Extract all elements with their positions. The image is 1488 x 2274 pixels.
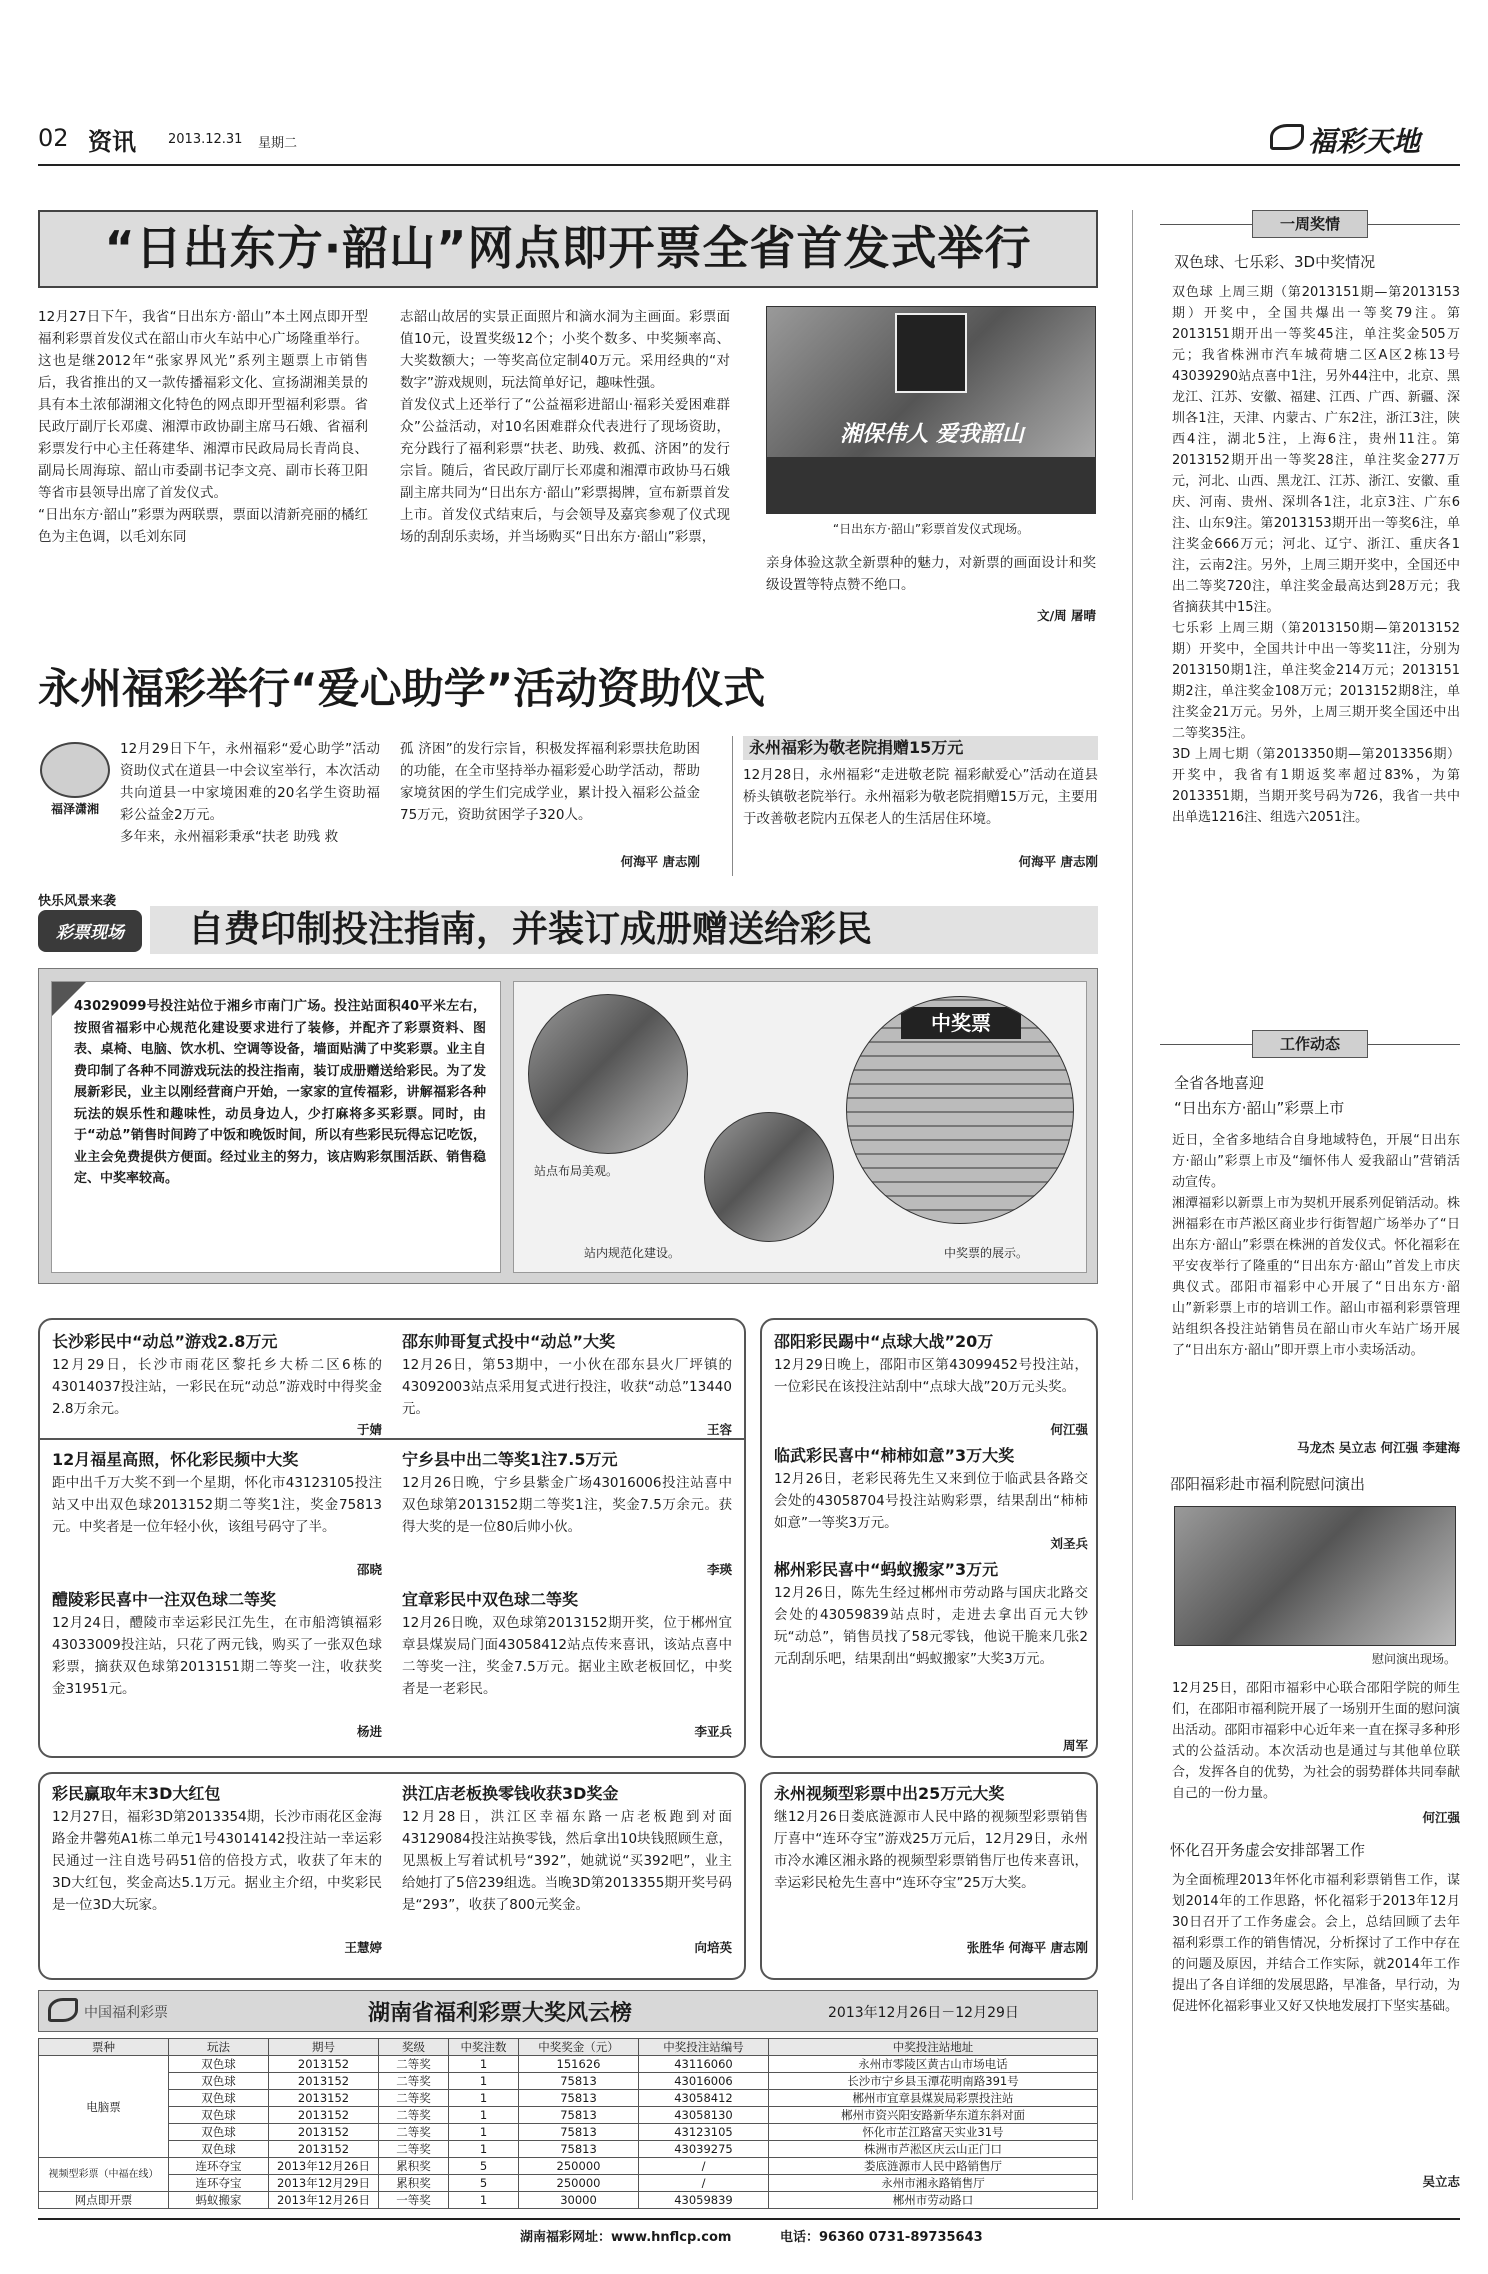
- cell-game: 双色球: [169, 2056, 269, 2073]
- crowd-shape: [767, 457, 1096, 514]
- table-row: [39, 2158, 1098, 2175]
- cell-game: 连环夺宝: [169, 2158, 269, 2175]
- news-body: 12月26日，陈先生经过郴州市劳动路与国庆北路交会处的43059839站点时，走进去拿出百元大钞玩“动总”，销售员找了58元零钱，他说干脆来几张2元刮刮乐吧，结果刮出“蚂蚁搬家”大奖3万元。: [774, 1585, 1088, 1667]
- cell-address: 永州市零陵区黄古山市场电话: [769, 2056, 1098, 2073]
- news-author: 邵晓: [356, 1562, 382, 1577]
- cwl-logo-text: 中国福利彩票: [84, 2005, 168, 2021]
- cell-amount: 30000: [519, 2192, 639, 2209]
- banner-text: 湘保伟人 爱我韶山: [840, 422, 1024, 447]
- tag-weekly-prizes: 一周奖情: [1252, 210, 1368, 238]
- cell-amount: 75813: [519, 2124, 639, 2141]
- cell-count: 1: [449, 2124, 519, 2141]
- work-title: “日出东方·韶山”彩票上市: [1174, 1099, 1345, 1117]
- article-author: 何海平 唐志刚: [620, 854, 700, 869]
- cell-station: /: [639, 2175, 769, 2192]
- news-author: 向培英: [694, 1940, 732, 1955]
- col-station: 中奖投注站编号: [639, 2039, 769, 2056]
- sidebox-text: 12月28日，永州福彩“走进敬老院 福彩献爱心”活动在道县桥头镇敬老院举行。永州福彩为敬老院捐赠15万元，主要用于改善敬老院内五保老人的生活居住环境。: [743, 767, 1098, 827]
- cell-station: 43116060: [639, 2056, 769, 2073]
- huaihua-author: 吴立志: [1422, 2174, 1460, 2189]
- cell-amount: 75813: [519, 2141, 639, 2158]
- tickets-sign: 中奖票: [901, 1007, 1021, 1039]
- cell-station: 43058412: [639, 2090, 769, 2107]
- sidebox-donation: [732, 736, 1098, 876]
- news-title: 洪江店老板换零钱收获3D奖金: [402, 1784, 619, 1803]
- article-text-col1: 12月29日下午，永州福彩“爱心助学”活动资助仪式在道县一中会议室举行，本次活动共向道县一中家境困难的20名学生资助福彩公益金2万元。 多年来，永州福彩秉承“扶老 助残 救: [120, 741, 380, 845]
- news-item-9: [774, 1330, 1088, 1438]
- cell-amount: 151626: [519, 2056, 639, 2073]
- cell-count: 5: [449, 2158, 519, 2175]
- table-wrap: [38, 2038, 1098, 2209]
- cell-station: 43123105: [639, 2124, 769, 2141]
- cell-issue: 2013年12月29日: [269, 2175, 379, 2192]
- footer-phone: 电话：96360 0731-89735643: [780, 2230, 983, 2245]
- col-game: 玩法: [169, 2039, 269, 2056]
- headline: 永州福彩举行“爱心助学”活动资助仪式: [38, 664, 766, 713]
- article-author: 文/周 屠晴: [1037, 608, 1096, 623]
- news-title: 彩民赢取年末3D大红包: [52, 1784, 221, 1803]
- cell-grade: 二等奖: [379, 2056, 449, 2073]
- cell-address: 长沙市宁乡县玉潭花明南路391号: [769, 2073, 1098, 2090]
- page-header: [38, 122, 1458, 160]
- news-author: 李亚兵: [694, 1724, 732, 1739]
- news-body: 12月26日，老彩民蒋先生又来到位于临武县各路交会处的43058704号投注站购彩票，结果刮出“柿柿如意”一等奖3万元。: [774, 1471, 1088, 1531]
- cell-count: 1: [449, 2056, 519, 2073]
- text-card: [51, 981, 501, 1273]
- table-row: [39, 2192, 1098, 2209]
- performance-photo: [1174, 1506, 1456, 1646]
- cell-amount: 75813: [519, 2090, 639, 2107]
- cell-type: 视频型彩票（中福在线）: [39, 2158, 169, 2192]
- news-box-left: [38, 1318, 746, 1758]
- news-author: 何江强: [1050, 1422, 1088, 1437]
- cell-game: 双色球: [169, 2090, 269, 2107]
- cell-game: 双色球: [169, 2141, 269, 2158]
- weekly-prizes-text: 双色球 上周三期（第2013151期—第2013153期）开奖中，全国共爆出一等奖79注。第2013151期开出一等奖45注，单注奖金505万元；我省株洲市汽车城荷塘二区A区2栋13号43039290站点喜中1注，另外44注中，北京、黑龙江、江苏、安徽、福建、江西、广西、新疆、深圳各1注，天津、内蒙古、广东2注，浙江3注，陕西4注，湖北5注，上海6注，贵州11注。第2013152期开出一等奖28注，单注奖金277万元，河北、山西、黑龙江、江苏、浙江、安徽、重庆、河南、贵州、深圳各1注，北京3注、广东6注、山东9注。第2013153期开出一等奖6注，单注奖金666万元；河北、辽宁、浙江、重庆各1注，云南2注。另外，上周三期开奖中，全国还中出二等奖720注，单注奖金最高达到28万元；我省摘获其中15注。 七乐彩 上周三期（第2013150期—第2013152期）开奖中，全国共计中出一等奖11注，分别为2013150期1注，单注奖金214万元；2013151期2注，单注奖金108万元；2013152期8注，单注奖金21万元。另外，上周三期开奖全国还中出二等奖35注。 3D 上周七期（第2013350期—第2013356期）开奖中，我省有1期返奖率超过83%，为第2013351期，当期开奖号码为726，我省一共中出单选1216注、组选六2051注。: [1172, 285, 1460, 825]
- station-standard-photo: [704, 1112, 834, 1242]
- cell-issue: 2013152: [269, 2141, 379, 2158]
- cell-count: 1: [449, 2107, 519, 2124]
- news-title: 宁乡县中出二等奖1注7.5万元: [402, 1450, 618, 1469]
- cell-amount: 75813: [519, 2107, 639, 2124]
- table-title: 湖南省福利彩票大奖风云榜: [368, 2001, 633, 2026]
- news-box-bottom-left: [38, 1772, 746, 1980]
- feature-text: 43029099号投注站位于湘乡市南门广场。投注站面积40平米左右，按照省福彩中心规范化建设要求进行了装修，并配齐了彩票资料、图表、桌椅、电脑、饮水机、空调等设备，墙面贴满了中奖彩票。业主自费印制了各种不同游戏玩法的投注指南，装订成册赠送给彩民。为了发展新彩民，业主以刚经营商户开始，一家家的宣传福彩，讲解福彩各种玩法的娱乐性和趣味性，动员身边人，少打麻将多买彩票。同时，由于“动总”销售时间跨了中饭和晚饭时间，所以有些彩民玩得忘记吃饭，业主会免费提供方便面。经过业主的努力，该店购彩氛围活跃、销售稳定、中奖率较高。: [74, 999, 486, 1186]
- table-row: [39, 2175, 1098, 2192]
- table-date-range: 2013年12月26日－12月29日: [828, 2005, 1019, 2021]
- news-author: 周军: [1062, 1738, 1088, 1753]
- caption-standard: 站内规范化建设。: [584, 1246, 681, 1260]
- prize-ranking: [38, 1990, 1098, 2210]
- news-box-right: [760, 1318, 1098, 1758]
- news-item-12: [774, 1782, 1088, 1956]
- col-issue: 期号: [269, 2039, 379, 2056]
- news-title: 邵东帅哥复式投中“动总”大奖: [402, 1332, 616, 1351]
- news-item-11: [774, 1558, 1088, 1754]
- kicker: 快乐风景来袭: [38, 894, 117, 909]
- news-title: 宜章彩民中双色球二等奖: [402, 1590, 579, 1609]
- work-kicker: 全省各地喜迎: [1174, 1074, 1265, 1092]
- shaoyang-title: 邵阳福彩赴市福利院慰问演出: [1170, 1475, 1366, 1493]
- cell-type: 电脑票: [39, 2056, 169, 2158]
- huaihua-text: 为全面梳理2013年怀化市福利彩票销售工作，谋划2014年的工作思路，怀化福彩于2013年12月30日召开了工作务虚会。会上，总结回顾了去年福利彩票工作的销售情况，分析探讨了工作中存在的问题及原因，并结合工作实际，就2014年工作提出了各自详细的发展思路，早准备，早行动，为促进怀化福彩事业又好又快地发展打下坚实基础。: [1172, 1873, 1460, 2014]
- cell-address: 株洲市芦淞区庆云山正门口: [769, 2141, 1098, 2158]
- issue-date: 2013.12.31: [168, 132, 243, 147]
- news-divider: [40, 1438, 746, 1440]
- cell-issue: 2013年12月26日: [269, 2192, 379, 2209]
- news-author: 王容: [706, 1422, 732, 1437]
- article-text-col2: 孤 济困”的发行宗旨，积极发挥福利彩票扶危助困的功能，在全市坚持举办福彩爱心助学活动，帮助家境贫困的学生们完成学业，累计投入福彩公益金75万元，资助贫困学子320人。: [400, 741, 700, 823]
- prize-table-body: [39, 2056, 1098, 2209]
- news-body: 12月26日晚，双色球第2013152期开奖，位于郴州宜章县煤炭局门面43058412站点传来喜讯，该站点喜中二等奖一注，奖金7.5万元。据业主欧老板回忆，中奖者是一老彩民。: [402, 1615, 732, 1697]
- news-body: 12月29日晚上，邵阳市区第43099452号投注站，一位彩民在该投注站刮中“点球大战”20万元头奖。: [774, 1357, 1088, 1395]
- col-type: 票种: [39, 2039, 169, 2056]
- weekly-prizes-title: 双色球、七乐彩、3D中奖情况: [1174, 253, 1376, 271]
- article-yongzhou: [38, 660, 1098, 890]
- news-title: 醴陵彩民喜中一注双色球二等奖: [52, 1590, 277, 1609]
- cell-issue: 2013152: [269, 2073, 379, 2090]
- news-title: 郴州彩民喜中“蚂蚁搬家”3万元: [774, 1560, 999, 1579]
- winning-tickets-photo: [846, 996, 1074, 1224]
- footer-site: 湖南福彩网址：www.hnflcp.com: [520, 2230, 732, 2245]
- table-row: [39, 2090, 1098, 2107]
- cell-address: 郴州市资兴阳安路新华东道东斜对面: [769, 2107, 1098, 2124]
- news-body: 距中出千万大奖不到一个星期，怀化市43123105投注站又中出双色球2013152期二等奖1注，奖金75813元。中奖者是一位年轻小伙，该组号码守了半。: [52, 1475, 382, 1535]
- news-title: 永州视频型彩票中出25万元大奖: [774, 1784, 1005, 1803]
- huaihua-title: 怀化召开务虚会安排部署工作: [1170, 1841, 1366, 1859]
- news-body: 12月26日晚，宁乡县紫金广场43016006投注站喜中双色球第2013152期二等奖1注，奖金7.5万余元。获得大奖的是一位80后帅小伙。: [402, 1475, 732, 1535]
- fuze-logo-text: 福泽潇湘: [50, 802, 99, 816]
- fuze-logo-icon: [40, 742, 110, 798]
- work-author: 马龙杰 吴立志 何江强 李建海: [1296, 1440, 1460, 1455]
- table-row: [39, 2056, 1098, 2073]
- article-betting-guide: [38, 890, 1098, 1292]
- ceremony-photo: [766, 306, 1096, 514]
- headline: 自费印制投注指南，并装订成册赠送给彩民: [188, 909, 873, 950]
- cell-grade: 二等奖: [379, 2090, 449, 2107]
- table-row: [39, 2124, 1098, 2141]
- cell-grade: 二等奖: [379, 2107, 449, 2124]
- cell-grade: 二等奖: [379, 2141, 449, 2158]
- cell-address: 永州市湘永路销售厅: [769, 2175, 1098, 2192]
- feature-panel: [38, 968, 1098, 1284]
- issue-weekday: 星期二: [258, 136, 298, 151]
- news-author: 李瑛: [706, 1562, 732, 1577]
- news-item-7: [52, 1782, 382, 1956]
- cell-grade: 累积奖: [379, 2158, 449, 2175]
- performance-caption: 慰问演出现场。: [1371, 1652, 1456, 1666]
- sidebox-title: 永州福彩为敬老院捐赠15万元: [743, 736, 1098, 760]
- news-body: 12月26日，第53期中，一小伙在邵东县火厂坪镇的43092003站点采用复式进行投注，收获“动总”13440元。: [402, 1357, 732, 1417]
- cell-amount: 250000: [519, 2175, 639, 2192]
- shaoyang-author: 何江强: [1422, 1810, 1460, 1825]
- news-item-1: [52, 1330, 382, 1438]
- article-text-col1: 12月27日下午，我省“日出东方·韶山”本土网点即开型福利彩票首发仪式在韶山市火车站中心广场隆重举行。这也是继2012年“张家界风光”系列主题票上市销售后，我省推出的又一款传播福彩文化、宣扬湖湘美景的具有本土浓郁湖湘文化特色的网点即开型福利彩票。省民政厅副厅长邓虞、湘潭市政协副主席马石娥、省福利彩票发行中心主任蒋建华、湘潭市民政局局长青尚良、副局长周海琼、韶山市委副书记李文亮、副市长蒋卫阳等省市县领导出席了首发仪式。 “日出东方·韶山”彩票为两联票，票面以清新亮丽的橘红色为主色调，以毛刘东同: [38, 309, 368, 545]
- news-body: 继12月26日娄底涟源市人民中路的视频型彩票销售厅喜中“连环夺宝”游戏25万元后，12月29日，永州市冷水滩区湘永路的视频型彩票销售厅也传来喜讯，幸运彩民枪先生喜中“连环夺宝”25万大奖。: [774, 1809, 1088, 1891]
- news-title: 长沙彩民中“动总”游戏2.8万元: [52, 1332, 278, 1351]
- news-author: 刘圣兵: [1050, 1536, 1088, 1551]
- cell-game: 双色球: [169, 2107, 269, 2124]
- photo-caption: “日出东方·韶山”彩票首发仪式现场。: [832, 522, 1030, 536]
- cell-count: 1: [449, 2192, 519, 2209]
- cell-issue: 2013年12月26日: [269, 2158, 379, 2175]
- news-body: 12月29日，长沙市雨花区黎托乡大桥二区6栋的43014037投注站，一彩民在玩“动总”游戏时中得奖金2.8万余元。: [52, 1357, 382, 1417]
- cell-station: 43059839: [639, 2192, 769, 2209]
- brand-logo-icon: [1270, 124, 1304, 150]
- news-item-3: [52, 1448, 382, 1578]
- cell-count: 5: [449, 2175, 519, 2192]
- section-name: 资讯: [88, 128, 136, 156]
- caption-layout: 站点布局美观。: [534, 1164, 619, 1178]
- news-title: 12月福星高照，怀化彩民频中大奖: [52, 1450, 299, 1469]
- col-amount: 中奖奖金（元）: [519, 2039, 639, 2056]
- news-item-5: [52, 1588, 382, 1740]
- news-author: 于婧: [356, 1422, 382, 1437]
- headline: “日出东方·韶山”网点即开票全省首发式举行: [104, 221, 1032, 275]
- col-grade: 奖级: [379, 2039, 449, 2056]
- article-text-col3: 亲身体验这款全新票种的魅力，对新票的画面设计和奖级设置等特点赞不绝口。: [766, 555, 1096, 593]
- shaoyang-text: 12月25日，邵阳市福彩中心联合邵阳学院的师生们，在邵阳市福利院开展了一场别开生面的慰问演出活动。邵阳市福彩中心近年来一直在探寻多种形式的公益活动。本次活动也是通过与其他单位联合，发挥各自的优势，为社会的弱势群体共同奉献自己的一份力量。: [1172, 1681, 1460, 1801]
- cell-amount: 250000: [519, 2158, 639, 2175]
- badge-text: 彩票现场: [56, 923, 124, 943]
- cell-grade: 累积奖: [379, 2175, 449, 2192]
- table-row: [39, 2107, 1098, 2124]
- cell-type: 网点即开票: [39, 2192, 169, 2209]
- article-shaoshan: [38, 210, 1098, 640]
- cell-grade: 二等奖: [379, 2124, 449, 2141]
- cell-game: 双色球: [169, 2124, 269, 2141]
- cell-station: 43016006: [639, 2073, 769, 2090]
- tag-work-updates: 工作动态: [1252, 1030, 1368, 1058]
- cell-grade: 二等奖: [379, 2073, 449, 2090]
- cell-issue: 2013152: [269, 2107, 379, 2124]
- cell-issue: 2013152: [269, 2090, 379, 2107]
- table-row: [39, 2073, 1098, 2090]
- news-item-10: [774, 1444, 1088, 1552]
- col-count: 中奖注数: [449, 2039, 519, 2056]
- col-address: 中奖投注站地址: [769, 2039, 1098, 2056]
- cell-station: 43039275: [639, 2141, 769, 2158]
- photo-panel: [513, 981, 1087, 1273]
- cell-issue: 2013152: [269, 2056, 379, 2073]
- news-item-4: [402, 1448, 732, 1578]
- cell-game: 双色球: [169, 2073, 269, 2090]
- brand-name: 福彩天地: [1308, 125, 1421, 158]
- news-title: 临武彩民喜中“柿柿如意”3万大奖: [774, 1446, 1015, 1465]
- header-rule: [38, 164, 1460, 166]
- sidebar: [1160, 210, 1460, 2200]
- news-body: 12月28日，洪江区幸福东路一店老板跑到对面43129084投注站换零钱，然后拿出10块钱照顾生意，见黑板上写着试机号“392”，她就说“买392吧”，业主给她打了5倍239组选。当晚3D第2013355期开奖号码是“293”，收获了800元奖金。: [402, 1809, 732, 1913]
- table-row: [39, 2141, 1098, 2158]
- news-author: 王慧婷: [344, 1940, 382, 1955]
- news-box-bottom-right: [760, 1772, 1098, 1980]
- article-text-col2: 志韶山故居的实景正面照片和滴水洞为主画面。彩票面值10元，设置奖级12个；小奖个数多、中奖频率高、大奖数额大；一等奖高位定制40万元。采用经典的“对数字”游戏规则，玩法简单好记，趣味性强。 首发仪式上还举行了“公益福彩进韶山·福彩关爱困难群众”公益活动，对10名困难群众代表进行了现场资助，充分践行了福利彩票“扶老、助残、救孤、济困”的发行宗旨。随后，省民政厅副厅长邓虞和湘潭市政协马石娥副主席共同为“日出东方·韶山”彩票揭牌，宣布新票首发上市。首发仪式结束后，与会领导及嘉宾参观了仪式现场的刮刮乐卖场，并当场购买“日出东方·韶山”彩票，: [400, 309, 730, 545]
- cell-address: 娄底涟源市人民中路销售厅: [769, 2158, 1098, 2175]
- cell-issue: 2013152: [269, 2124, 379, 2141]
- cell-game: 蚂蚁搬家: [169, 2192, 269, 2209]
- news-item-8: [402, 1782, 732, 1956]
- cell-game: 连环夺宝: [169, 2175, 269, 2192]
- cell-address: 怀化市芷江路富天实业31号: [769, 2124, 1098, 2141]
- prize-table: [38, 2038, 1098, 2209]
- cell-amount: 75813: [519, 2073, 639, 2090]
- cell-address: 郴州市劳动路口: [769, 2192, 1098, 2209]
- news-item-2: [402, 1330, 732, 1438]
- cwl-logo-icon: [48, 1998, 78, 2022]
- cell-count: 1: [449, 2090, 519, 2107]
- news-body: 12月27日，福彩3D第2013354期，长沙市雨花区金海路金井馨苑A1栋二单元1号43014142投注站一幸运彩民通过一注自选号码51倍的倍投方式，收获了年末的3D大红包，奖金高达5.1万元。据业主介绍，中奖彩民是一位3D大玩家。: [52, 1809, 382, 1913]
- portrait-frame: [895, 313, 967, 393]
- news-item-6: [402, 1588, 732, 1740]
- page-number: 02: [38, 124, 69, 152]
- cell-station: 43058130: [639, 2107, 769, 2124]
- cell-count: 1: [449, 2141, 519, 2158]
- table-header-row: [39, 2039, 1098, 2056]
- news-author: 张胜华 何海平 唐志刚: [966, 1940, 1088, 1955]
- news-body: 12月24日，醴陵市幸运彩民江先生，在市船湾镇福彩43033009投注站，只花了两元钱，购买了一张双色球彩票，摘获双色球第2013151期二等奖一注，收获奖金31951元。: [52, 1615, 382, 1697]
- caption-tickets: 中奖票的展示。: [944, 1246, 1029, 1260]
- sidebar-divider: [1132, 210, 1133, 2200]
- sidebox-author: 何海平 唐志刚: [1018, 854, 1098, 869]
- station-layout-photo: [528, 994, 688, 1154]
- cell-station: /: [639, 2158, 769, 2175]
- news-author: 杨进: [356, 1724, 382, 1739]
- cell-grade: 一等奖: [379, 2192, 449, 2209]
- work-text: 近日，全省多地结合自身地域特色，开展“日出东方·韶山”彩票上市及“缅怀伟人 爱我韶山”营销活动宣传。 湘潭福彩以新票上市为契机开展系列促销活动。株洲福彩在市芦淞区商业步行街智超广场举办了“日出东方·韶山”彩票在株洲的首发仪式。怀化福彩在平安夜举行了隆重的“日出东方·韶山”首发上市庆典仪式。邵阳市福彩中心开展了“日出东方·韶山”新彩票上市的培训工作。韶山市福利彩票管理站组织各投注站销售员在韶山市火车站广场开展了“日出东方·韶山”即开票上市小卖场活动。: [1172, 1133, 1460, 1358]
- cell-count: 1: [449, 2073, 519, 2090]
- footer-rule: [38, 2218, 1460, 2220]
- news-title: 邵阳彩民踢中“点球大战”20万: [774, 1332, 994, 1351]
- cell-address: 郴州市宜章县煤炭局彩票投注站: [769, 2090, 1098, 2107]
